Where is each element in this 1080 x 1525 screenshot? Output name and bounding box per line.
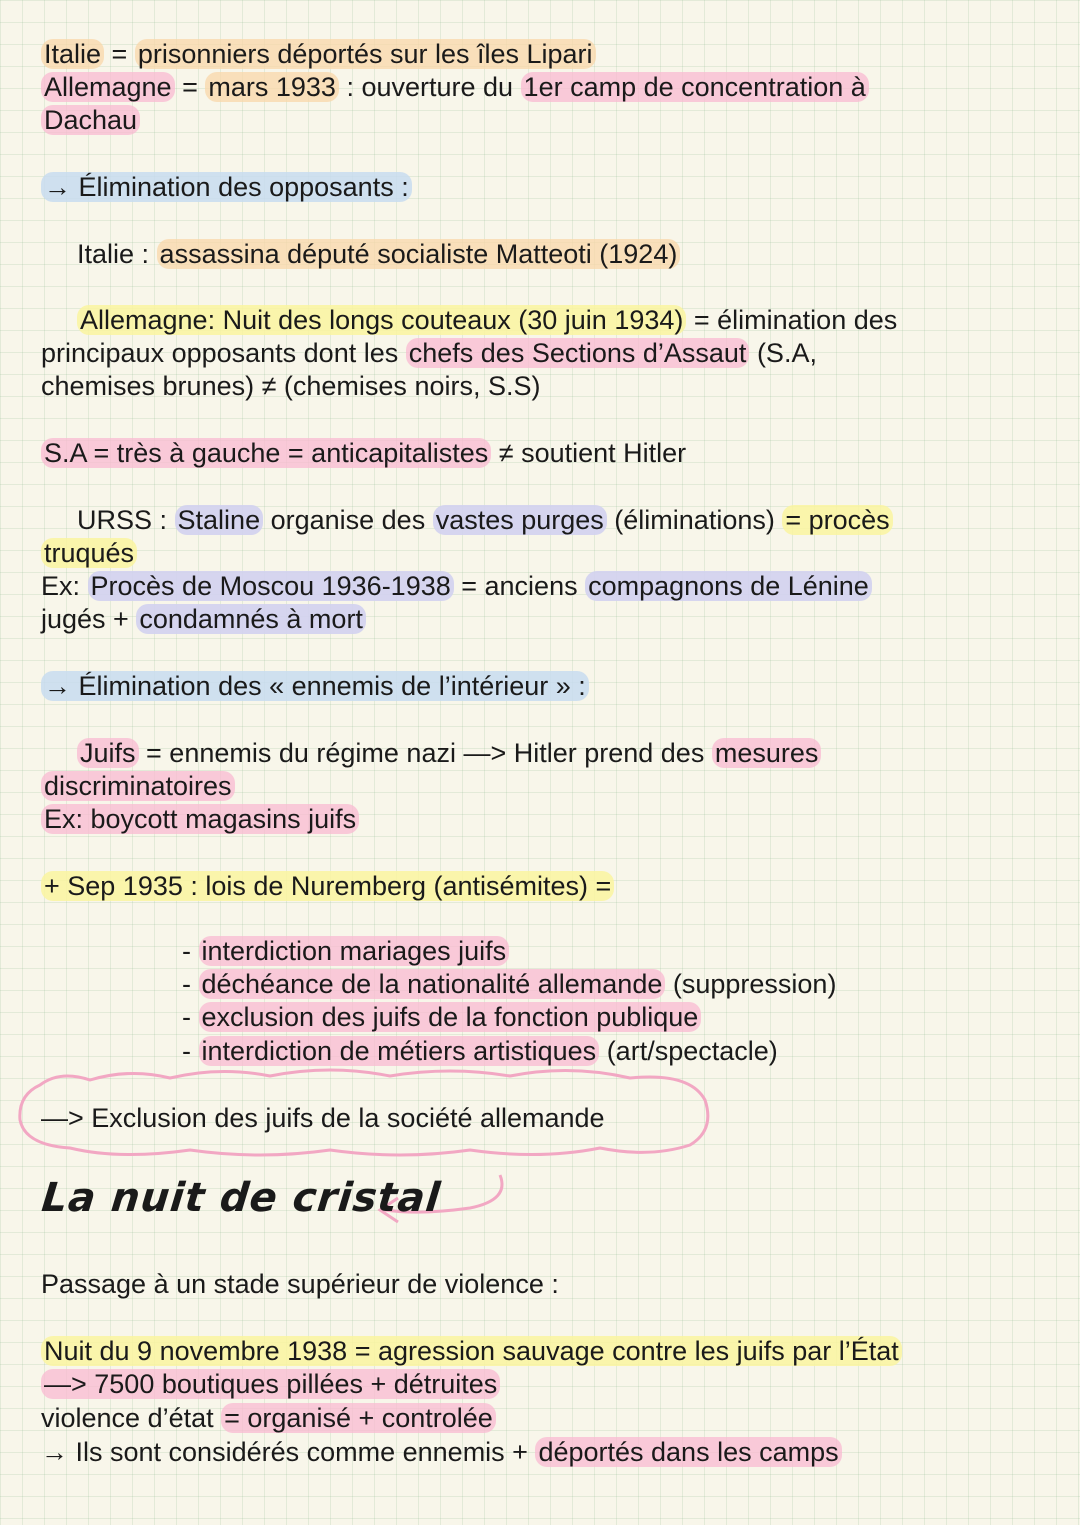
highlight: —> 7500 boutiques pillées + détruites [41,1369,500,1399]
highlight: prisonniers déportés sur les îles Lipari [135,39,596,69]
note-line-nuit-9-novembre [41,1335,902,1368]
highlight: = organisé + controlée [221,1403,496,1433]
note-line-allemagne-dachau: Allemagne = mars 1933 : ouverture du 1er camp de concentration à [41,71,869,104]
section-title: La nuit de cristal [39,1175,444,1221]
heading-elimination-ennemis [41,670,589,703]
highlight: → Élimination des « ennemis de l’intérieur » : [41,671,589,701]
list-item: - interdiction de métiers artistiques (art/spectacle) [182,1036,778,1066]
highlight: compagnons de Lénine [585,571,872,601]
highlight: mesures [712,738,822,768]
note-line-juifs-ennemis: Juifs = ennemis du régime nazi —> Hitler prend des mesures [77,737,821,770]
highlight: S.A = très à gauche = anticapitalistes [41,438,491,468]
note-line-sa-gauche: S.A = très à gauche = anticapitalistes ≠ soutient Hitler [41,437,686,470]
highlight: truqués [41,538,137,568]
highlight: discriminatoires [41,771,235,801]
highlight: Procès de Moscou 1936-1938 [88,571,454,601]
highlight: Italie [41,39,104,69]
note-line-deportes: → Ils sont considérés comme ennemis + déportés dans les camps [41,1436,842,1469]
note-line-passage-violence: Passage à un stade supérieur de violence : [41,1269,559,1299]
highlight: condamnés à mort [136,604,366,634]
highlight: déchéance de la nationalité allemande [199,969,666,999]
highlight: Dachau [41,105,140,135]
highlight: Staline [175,505,264,535]
highlight: Allemagne: Nuit des longs couteaux (30 juin 1934) [77,305,686,335]
list-item: - déchéance de la nationalité allemande (suppression) [182,969,837,999]
highlight: déportés dans les camps [535,1437,841,1467]
note-line-dachau [41,104,140,137]
highlight: chefs des Sections d’Assaut [406,338,750,368]
highlight: exclusion des juifs de la fonction publique [199,1002,702,1032]
list-item: - interdiction mariages juifs [182,935,509,968]
highlight: Ex: boycott magasins juifs [41,804,359,834]
highlight: Nuit du 9 novembre 1938 = agression sauvage contre les juifs par l’État [41,1336,902,1366]
highlight: Allemagne [41,72,175,102]
note-line-truques [41,537,137,570]
note-line-italie-matteoti: Italie : assassina député socialiste Matteoti (1924) [77,238,680,271]
highlight: Juifs [77,738,139,768]
highlight: = procès [782,505,892,535]
list-item: - exclusion des juifs de la fonction publique [182,1001,701,1034]
note-line-juges-condamnes: jugés + condamnés à mort [41,603,366,636]
highlight: + Sep 1935 : lois de Nuremberg (antisémites) = [41,871,614,901]
note-line-proces-moscou: Ex: Procès de Moscou 1936-1938 = anciens compagnons de Lénine [41,570,872,603]
note-line-boutiques [41,1368,500,1401]
note-line-principaux-opposants: principaux opposants dont les chefs des Sections d’Assaut (S.A, [41,338,817,368]
note-line-chemises: chemises brunes) ≠ (chemises noirs, S.S) [41,371,541,401]
note-line-violence-etat: violence d’état = organisé + controlée [41,1402,496,1435]
highlight: vastes purges [433,505,607,535]
highlight: interdiction de métiers artistiques [199,1036,600,1066]
note-line-nuit-longs-couteaux: Allemagne: Nuit des longs couteaux (30 juin 1934) = élimination des [77,304,897,337]
note-line-exclusion: —> Exclusion des juifs de la société allemande [41,1103,605,1133]
note-line-boycott [41,803,359,836]
note-line-italie-lipari: Italie = prisonniers déportés sur les îles Lipari [41,38,596,71]
note-line-discriminatoires [41,770,235,803]
heading-elimination-opposants [41,171,412,204]
highlight: mars 1933 [205,72,339,102]
note-line-lois-nuremberg [41,870,614,903]
highlight: → Élimination des opposants : [41,172,412,202]
highlight: interdiction mariages juifs [199,936,510,966]
highlight: 1er camp de concentration à [521,72,869,102]
highlight: assassina député socialiste Matteoti (1924) [157,239,681,269]
note-line-urss-staline: URSS : Staline organise des vastes purges (éliminations) = procès [77,504,893,537]
